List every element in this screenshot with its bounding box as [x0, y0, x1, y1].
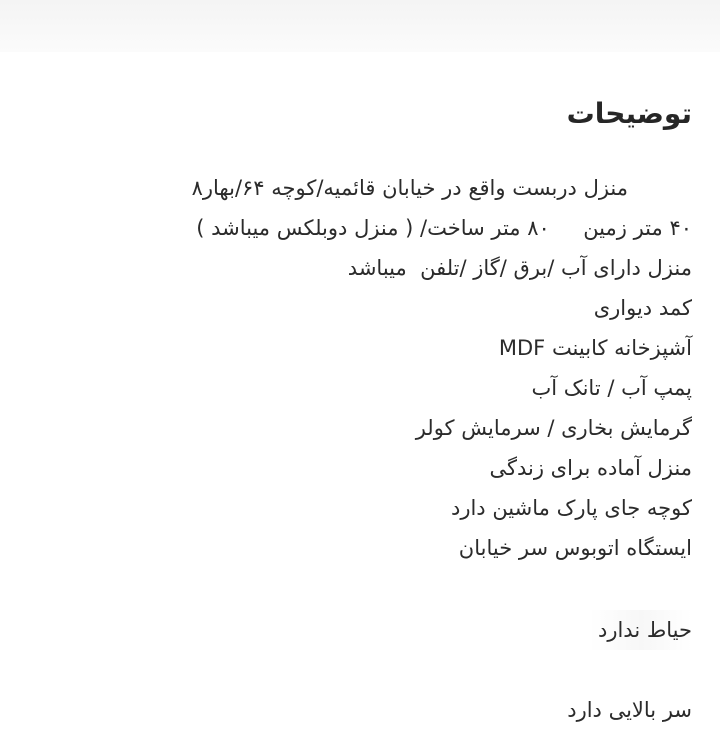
description-line: منزل دارای آب /برق /گاز /تلفن میباشد	[347, 256, 692, 280]
description-section	[92, 94, 692, 730]
description-line: منزل آماده برای زندگی	[489, 456, 692, 480]
description-line: منزل دربست واقع در خیابان قائمیه/کوچه ۶۴/بهار۸	[191, 176, 628, 200]
basement-note: سر بالایی دارد	[567, 698, 692, 722]
description-line: کمد دیواری	[593, 296, 692, 320]
top-bar-background	[0, 0, 720, 52]
section-title: توضیحات	[566, 97, 692, 130]
description-line: ایستگاه اتوبوس سر خیابان	[458, 536, 692, 560]
description-line: پمپ آب / تانک آب	[531, 376, 692, 400]
description-text	[92, 168, 692, 568]
description-line: گرمایش بخاری / سرمایش کولر	[415, 416, 692, 440]
description-line: ۴۰ متر زمین ۸۰ متر ساخت/ ( منزل دوبلکس میباشد )	[196, 216, 692, 240]
description-line: آشپزخانه کابینت MDF	[498, 336, 692, 360]
yard-note: حیاط ندارد	[590, 610, 692, 650]
description-line: کوچه جای پارک ماشین دارد	[450, 496, 692, 520]
